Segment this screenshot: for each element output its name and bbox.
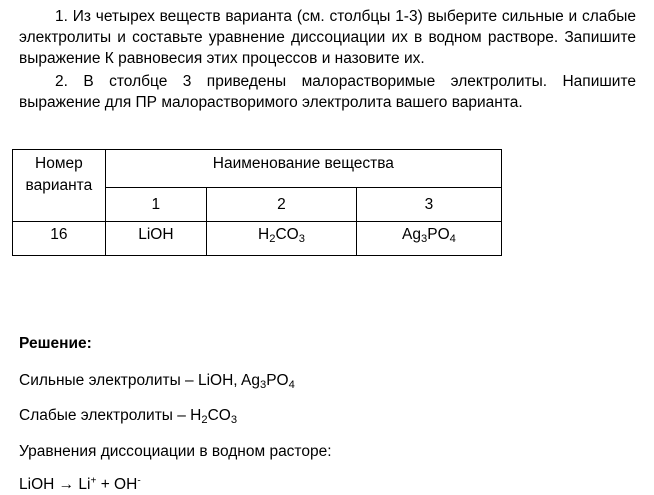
table-header-row: [13, 150, 502, 188]
task-1-content: 1. Из четырех веществ варианта (см. столбцы 1-3) выберите сильные и слабые электролиты и составьте уравнение диссоциации их в водном растворе. Запишите выражение К равновесия этих процессов и назовите их.: [19, 8, 636, 67]
cell-substance-2: $H_2CO_3$: [207, 222, 357, 256]
weak-electrolytes-line: Слабые электролиты – $H_2CO_3$: [19, 407, 238, 426]
cell-substance-3: $Ag_3PO_4$: [356, 222, 501, 256]
task-1-text: [19, 6, 636, 69]
solution-heading: Решение:: [19, 335, 92, 352]
header-substance-name: Наименование вещества: [105, 150, 501, 188]
table-row: [13, 222, 502, 256]
cell-substance-1: LiOH: [105, 222, 206, 256]
dissociation-heading: Уравнения диссоциации в водном расторе:: [19, 443, 332, 460]
cell-variant: 16: [13, 222, 106, 256]
dissociation-equation: LiOH → Li+ + OH-: [19, 475, 141, 493]
task-2-content: 2. В столбце 3 приведены малорастворимые электролиты. Напишите выражение для ПР малорастворимого электролита вашего варианта.: [19, 73, 636, 111]
strong-electrolytes-line: Сильные электролиты – LiOH, $Ag_3PO_4$: [19, 372, 295, 391]
column-index-3: 3: [356, 188, 501, 222]
variant-table: [12, 149, 502, 256]
column-index-2: 2: [207, 188, 357, 222]
task-2-text: [19, 71, 636, 113]
header-variant-number: Номер варианта: [13, 150, 106, 222]
column-index-1: 1: [105, 188, 206, 222]
